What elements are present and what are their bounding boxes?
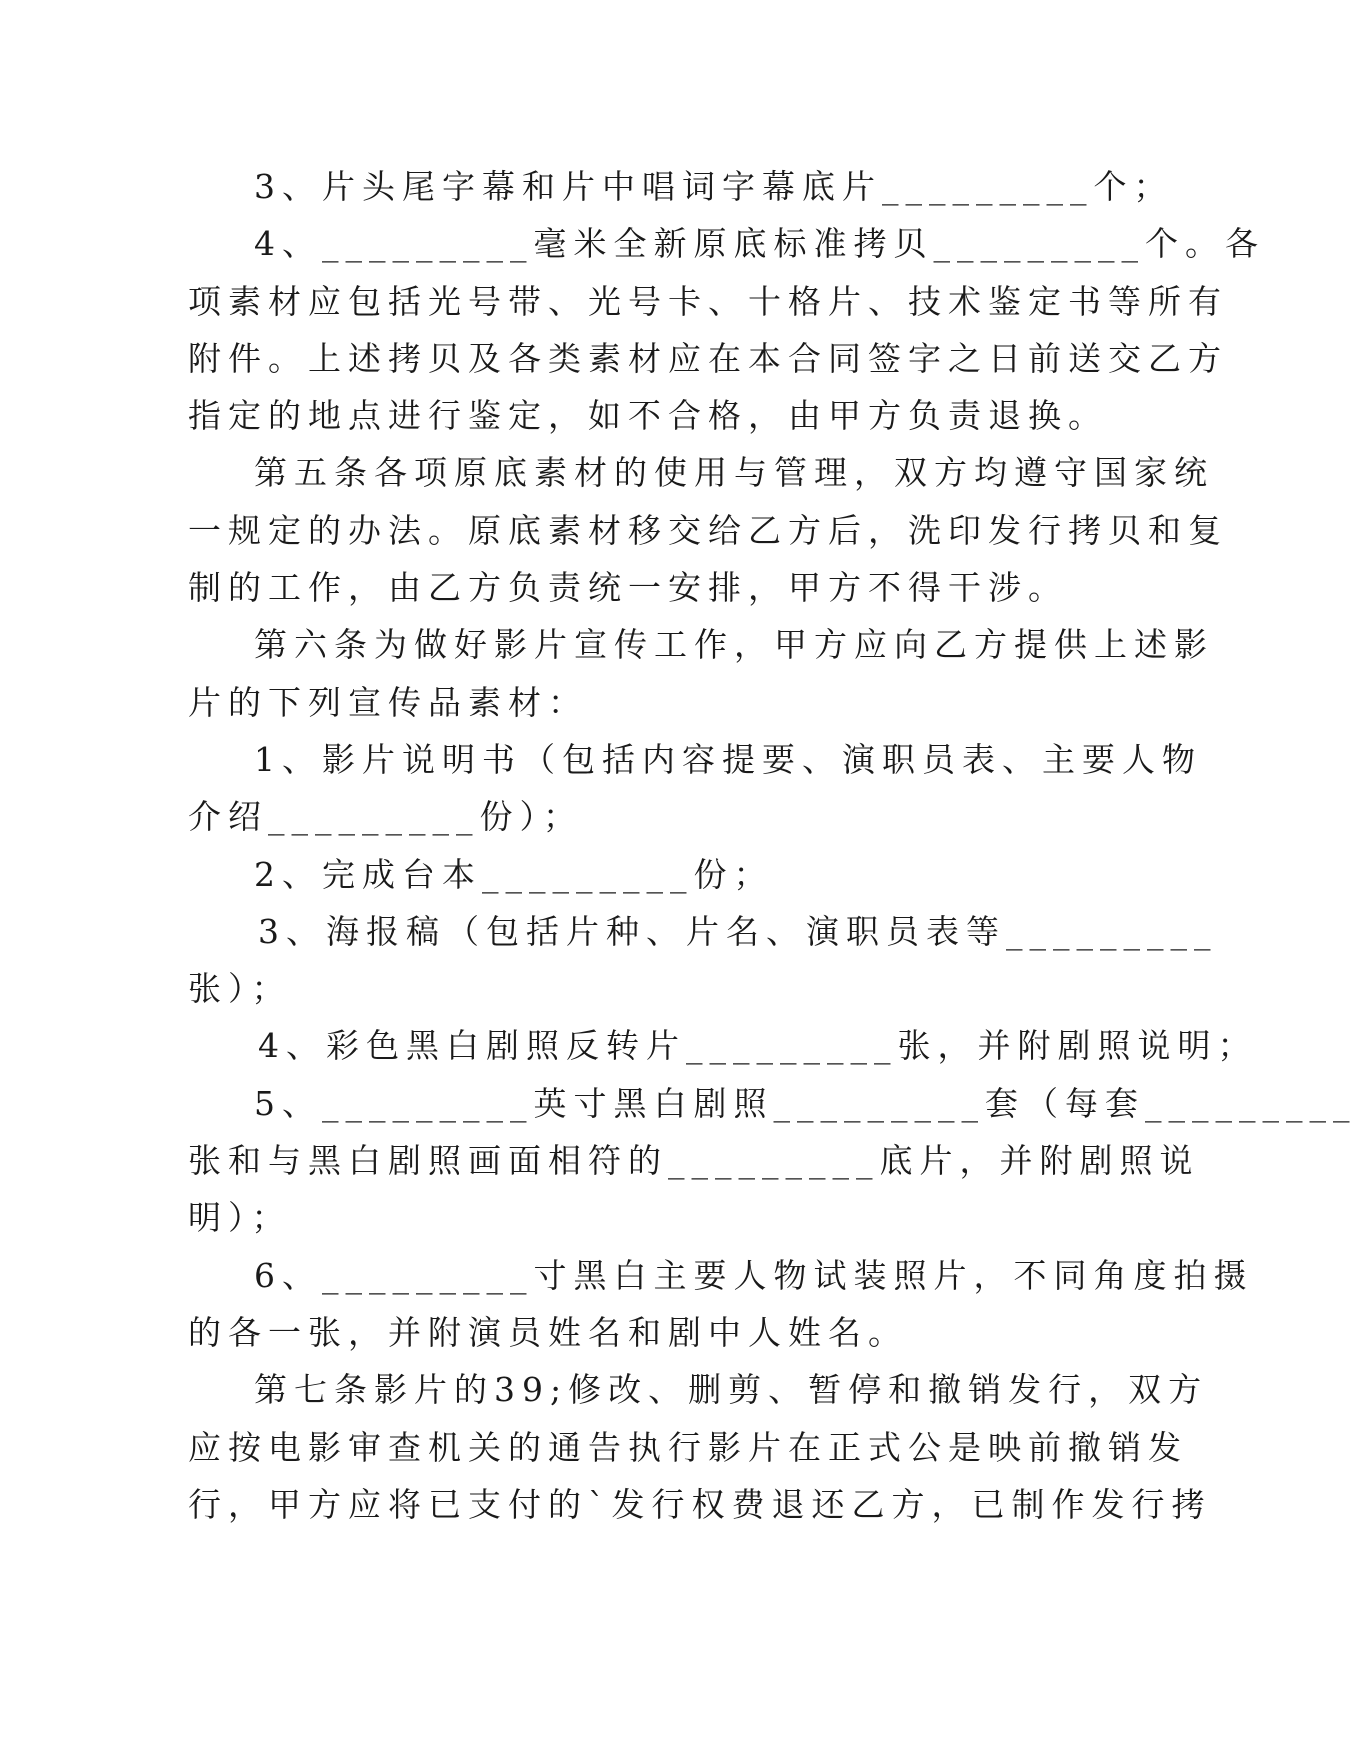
text-line: 3、海报稿（包括片种、片名、演职员表等_________ [258, 911, 1218, 951]
text-line: 制的工作，由乙方负责统一安排，甲方不得干涉。 [188, 568, 1068, 608]
text-line: 一规定的办法。原底素材移交给乙方后，洗印发行拷贝和复 [188, 510, 1228, 550]
text-line: 应按电影审查机关的通告执行影片在正式公是映前撤销发 [188, 1427, 1188, 1467]
text-line: 的各一张，并附演员姓名和剧中人姓名。 [188, 1312, 908, 1352]
text-line: 张）； [188, 969, 292, 1009]
text-line: 项素材应包括光号带、光号卡、十格片、技术鉴定书等所有 [188, 281, 1228, 321]
contract-text [188, 158, 1357, 1533]
text-line: 第七条影片的39;修改、删剪、暂停和撤销发行，双方 [254, 1370, 1209, 1410]
text-line: 张和与黑白剧照画面相符的_________底片，并附剧照说 [188, 1141, 1200, 1181]
text-line: 介绍_________份）； [188, 797, 583, 837]
text-line: 4、彩色黑白剧照反转片_________张，并附剧照说明； [258, 1026, 1258, 1066]
text-line: 6、_________寸黑白主要人物试装照片，不同角度拍摄 [254, 1255, 1254, 1295]
text-line: 2、完成台本_________份； [254, 854, 774, 894]
text-line: 4、_________毫米全新原底标准拷贝_________个。各 [254, 224, 1265, 264]
text-line: 第五条各项原底素材的使用与管理，双方均遵守国家统 [254, 453, 1214, 493]
text-line: 指定的地点进行鉴定，如不合格，由甲方负责退换。 [188, 396, 1108, 436]
text-line: 行，甲方应将已支付的`发行权费退还乙方，已制作发行拷 [188, 1484, 1212, 1524]
text-line: 3、片头尾字幕和片中唱词字幕底片_________个； [254, 167, 1174, 206]
text-line: 1、影片说明书（包括内容提要、演职员表、主要人物 [254, 739, 1202, 779]
text-line: 附件。上述拷贝及各类素材应在本合同签字之日前送交乙方 [188, 338, 1228, 378]
text-line: 片的下列宣传品素材： [188, 682, 588, 722]
text-line: 第六条为做好影片宣传工作，甲方应向乙方提供上述影 [254, 625, 1214, 665]
text-line: 明）； [188, 1198, 292, 1238]
text-line: 5、_________英寸黑白剧照_________套（每套_________ [254, 1083, 1357, 1123]
